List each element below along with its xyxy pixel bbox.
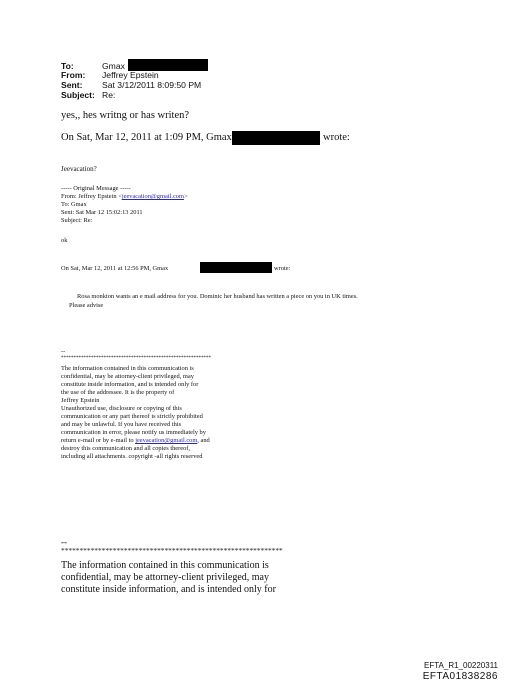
disclaimer-line: Jeffrey Epstein: [61, 397, 100, 404]
footer-id-1: EFTA_R1_00220311: [424, 661, 498, 670]
quote1-suffix: wrote:: [323, 132, 350, 143]
footer-id-2: EFTA01838286: [422, 671, 498, 682]
ok-text: ok: [61, 237, 68, 244]
disclaimer-line: the use of the addressee. It is the property of: [61, 389, 175, 396]
quote2-suffix: wrote:: [274, 265, 291, 272]
jeevacation-question: Jeevacation?: [61, 165, 97, 173]
redaction-box: [200, 262, 272, 273]
disclaimer-line: return e-mail or by e-mail to jeevacation@gmail.com, and: [61, 437, 210, 444]
subject-label: Subject:: [61, 90, 95, 100]
disclaimer-line: communication in error, please notify us immediately by: [61, 429, 206, 436]
disclaimer-large-line2: confidential, may be attorney-client privileged, may: [61, 572, 269, 583]
disclaimer-line: communication or any part thereof is strictly prohibited: [61, 413, 203, 420]
disclaimer-dash: --: [61, 348, 66, 355]
reply-text: yes,, hes writng or has writen?: [61, 110, 190, 121]
disclaimer-line: constitute inside information, and is intended only for: [61, 381, 199, 388]
disclaimer-large-stars: ************************************************************: [61, 546, 283, 555]
disclaimer-line: confidential, may be attorney-client privileged, may: [61, 373, 194, 380]
disclaimer-line: The information contained in this communication is: [61, 365, 194, 372]
disclaimer-large-line1: The information contained in this communication is: [61, 560, 269, 571]
disclaimer-line: destroy this communication and all copies thereof,: [61, 445, 191, 452]
rosa-message-line2: Please advise: [69, 302, 104, 309]
original-sent: Sent: Sat Mar 12 15:02:13 2011: [61, 209, 143, 216]
from-label: From:: [61, 70, 86, 80]
disclaimer-large-dash: --: [61, 537, 67, 547]
original-subject: Subject: Re:: [61, 217, 93, 224]
sent-value: Sat 3/12/2011 8:09:50 PM: [102, 80, 202, 90]
disclaimer-stars: ************************************************************: [61, 356, 211, 361]
to-value: Gmax: [102, 61, 125, 71]
disclaimer-line: including all attachments. copyright -all rights reserved: [61, 453, 203, 460]
subject-value: Re:: [102, 90, 116, 100]
redaction-box: [232, 131, 320, 145]
rosa-message-line1: Rosa monkton wants an e mail address for you. Dominic her husband has written a piece on you in UK times.: [77, 293, 358, 300]
quote1-prefix: On Sat, Mar 12, 2011 at 1:09 PM, Gmax: [61, 132, 232, 143]
original-message-separator: ----- Original Message -----: [61, 185, 131, 192]
original-from: From: Jeffrey Epstein <jeevacation@gmail.com>: [61, 193, 188, 200]
disclaimer-large-line3: constitute inside information, and is intended only for: [61, 584, 276, 595]
disclaimer-line: Unauthorized use, disclosure or copying of this: [61, 405, 182, 412]
sent-label: Sent:: [61, 80, 83, 90]
quote2-prefix: On Sat, Mar 12, 2011 at 12:56 PM, Gmax: [61, 265, 169, 272]
email-link[interactable]: jeevacation@gmail.com: [121, 193, 184, 200]
email-link[interactable]: jeevacation@gmail.com: [135, 437, 198, 444]
disclaimer-line: and may be unlawful. If you have received this: [61, 421, 182, 428]
from-value: Jeffrey Epstein: [102, 70, 159, 80]
original-to: To: Gmax: [61, 201, 87, 208]
to-label: To:: [61, 61, 74, 71]
